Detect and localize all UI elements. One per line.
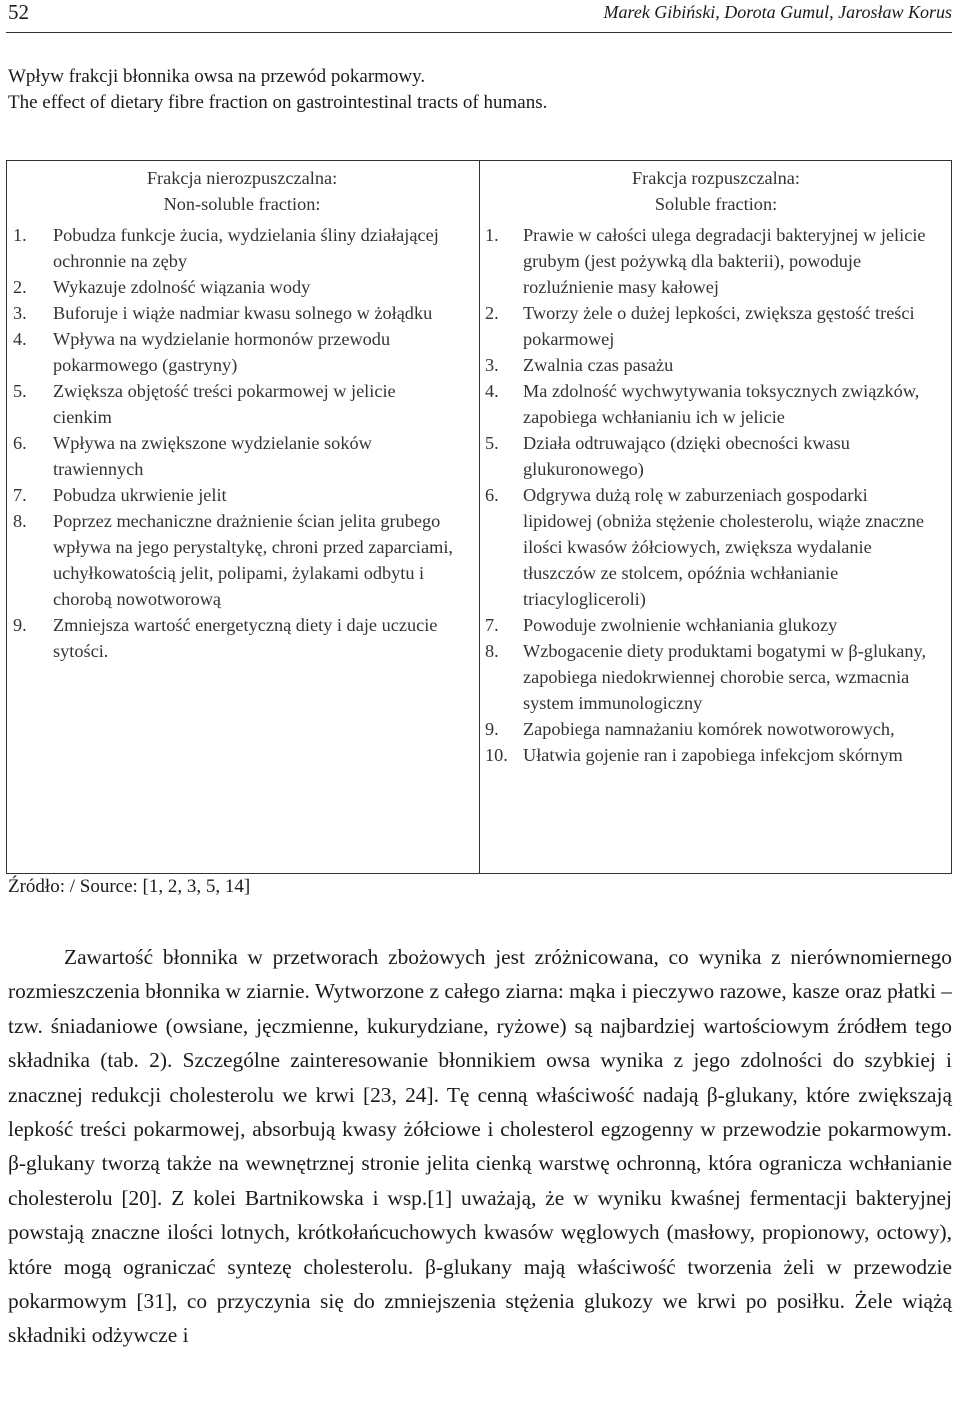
list-item: 6. Wpływa na zwiększone wydzielanie soków trawiennych (13, 433, 372, 479)
list-item: 2. Wykazuje zdolność wiązania wody (13, 277, 311, 297)
list-item: 7. Pobudza ukrwienie jelit (13, 485, 227, 505)
fibre-fraction-table (6, 160, 952, 874)
soluble-column (481, 165, 951, 768)
non-soluble-heading-pl: Frakcja nierozpuszczalna: (146, 168, 338, 188)
list-item: 3. Zwalnia czas pasażu (485, 355, 674, 375)
body-paragraph: Zawartość błonnika w przetworach zbożowych jest zróżnicowana, co wynika z nierównomiernego rozmieszczenia błonnika w ziarnie. Wytworzone z całego ziarna: mąka i pieczywo razowe, kasze oraz płatki – tzw. śniadaniowe (owsiane, jęczmienne, kukurydziane, ryżowe) są najbardziej wartościowym źródłem tego składnika (tab. 2). Szczególne zainteresowanie błonnikiem owsa wynika z jego zdolności do szybkiej i znacznej redukcji cholesterolu we krwi [23, 24]. Tę cenną właściwość nadają β-glukany, które zwiększają lepkość treści pokarmowej, absorbują kwasy żółciowe i cholesterol egzogenny w przewodzie pokarmowym. β-glukany tworzą także na wewnętrznej stronie jelita cienką warstwę ochronną, która ogranicza wchłanianie cholesterolu [20]. Z kolei Bartnikowska i wsp.[1] uważają, że w wyniku kwaśnej fermentacji bakteryjnej powstają znaczne ilości lotnych, krótkołańcuchowych kwasów węglowych (masłowy, propionowy, octowy), które mogą ograniczać syntezę cholesterolu. β-glukany mają właściwość tworzenia żeli w przewodzie pokarmowym [31], co przyczynia się do zmniejszenia stężenia glukozy we krwi po posiłku. Żele wiążą składniki odżywcze i (8, 945, 952, 1348)
soluble-heading-pl: Frakcja rozpuszczalna: (632, 168, 800, 188)
table-source: Źródło: / Source: [1, 2, 3, 5, 14] (8, 876, 251, 897)
soluble-heading-en: Soluble fraction: (654, 194, 778, 214)
table-caption (8, 64, 547, 116)
list-item: 4. Wpływa na wydzielanie hormonów przewodu pokarmowego (gastryny) (13, 329, 391, 375)
list-item: 4. Ma zdolność wychwytywania toksycznych związków, zapobiega wchłanianiu ich w jelicie (485, 381, 920, 427)
body-text (8, 940, 952, 1353)
list-item: 8. Wzbogacenie diety produktami bogatymi w β-glukany, zapobiega niedokrwiennej chorobie serca, wzmacnia system immunologiczny (485, 641, 927, 713)
list-item: 5. Działa odtruwająco (dzięki obecności kwasu glukuronowego) (485, 433, 850, 479)
list-item: 2. Tworzy żele o dużej lepkości, zwiększa gęstość treści pokarmowej (485, 303, 915, 349)
list-item: 10. Ułatwia gojenie ran i zapobiega infekcjom skórnym (485, 745, 903, 765)
non-soluble-heading-en: Non-soluble fraction: (163, 194, 321, 214)
list-item: 1. Pobudza funkcje żucia, wydzielania śliny działającej ochronnie na zęby (13, 225, 439, 271)
column-divider (479, 161, 480, 873)
running-head-authors: Marek Gibiński, Dorota Gumul, Jarosław Korus (603, 2, 952, 22)
caption-english: The effect of dietary fibre fraction on gastrointestinal tracts of humans. (8, 92, 548, 113)
list-item: 3. Buforuje i wiąże nadmiar kwasu solnego w żołądku (13, 303, 433, 323)
list-item: 6. Odgrywa dużą rolę w zaburzeniach gospodarki lipidowej (obniża stężenie cholesterolu, wiąże znaczne ilości kwasów żółciowych, zwiększa wydalanie tłuszczów ze stolcem, opóźnia wchłanianie triacylogliceroli) (485, 485, 924, 609)
list-item: 7. Powoduje zwolnienie wchłaniania glukozy (485, 615, 838, 635)
page-header (6, 0, 952, 33)
page-number: 52 (8, 0, 29, 24)
list-item: 5. Zwiększa objętość treści pokarmowej w jelicie cienkim (13, 381, 396, 427)
caption-polish: Wpływ frakcji błonnika owsa na przewód pokarmowy. (8, 66, 426, 87)
non-soluble-column (7, 165, 477, 664)
soluble-list (481, 222, 951, 768)
list-item: 9. Zapobiega namnażaniu komórek nowotworowych, (485, 719, 895, 739)
list-item: 8. Poprzez mechaniczne drażnienie ścian jelita grubego wpływa na jego perystaltykę, chroni przed zaparciami, uchyłkowatością jelit, polipami, żylakami odbytu i chorobą nowotworową (13, 511, 453, 609)
list-item: 9. Zmniejsza wartość energetyczną diety i daje uczucie sytości. (13, 615, 438, 661)
non-soluble-list (7, 222, 477, 664)
list-item: 1. Prawie w całości ulega degradacji bakteryjnej w jelicie grubym (jest pożywką dla bakterii), powoduje rozluźnienie masy kałowej (485, 225, 926, 297)
